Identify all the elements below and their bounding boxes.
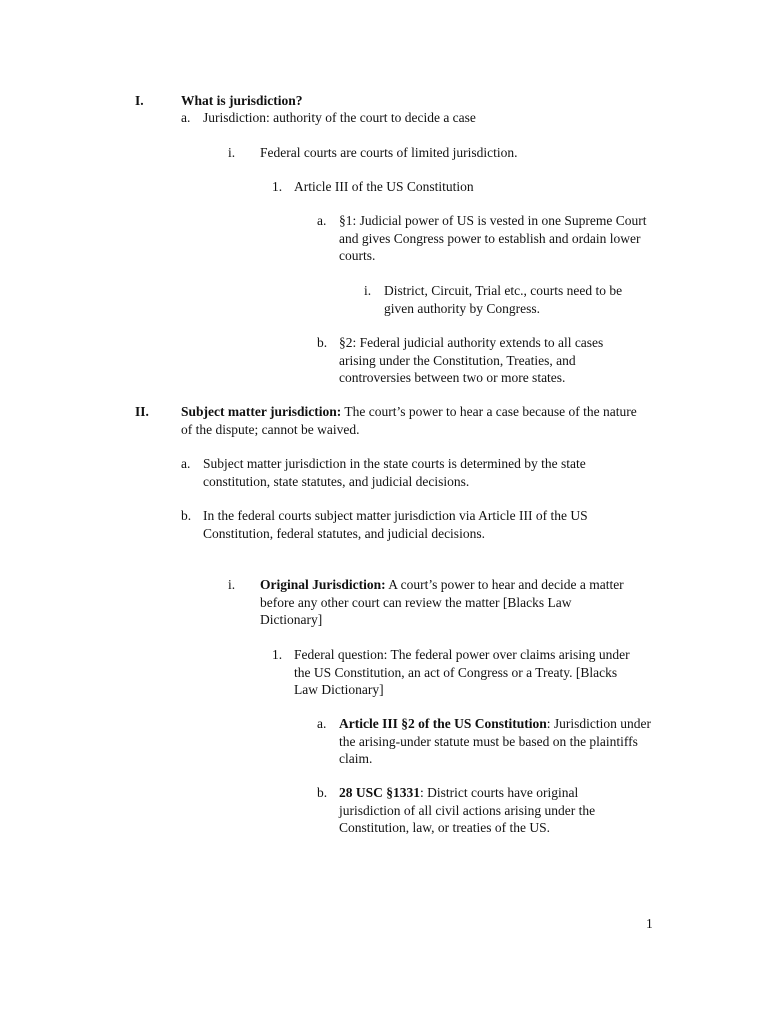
item-title: Original Jurisdiction: — [260, 577, 386, 592]
item-title: 28 USC §1331 — [339, 785, 421, 800]
outline-marker: b. — [317, 335, 328, 350]
outline-marker: b. — [317, 785, 328, 800]
outline-text: Federal courts are courts of limited jurisdiction. — [260, 145, 518, 160]
outline-text: Federal question: The federal power over claims arising under the US Constitution, an act of Congress or a Treaty. [Blacks Law Dictionary] — [294, 647, 630, 697]
outline-paragraph — [339, 715, 651, 768]
outline-paragraph — [339, 784, 629, 837]
section-2-item-b-i — [228, 576, 630, 629]
outline-marker: a. — [317, 213, 327, 228]
section-1-item-a-i-1-a — [317, 212, 651, 265]
outline-text: §2: Federal judicial authority extends to all cases arising under the Constitution, Treaties, and controversies between two or more states. — [339, 335, 604, 385]
outline-text: §1: Judicial power of US is vested in one Supreme Court and gives Congress power to establish and ordain lower courts. — [339, 213, 647, 263]
section-1-item-a-i-1-b — [317, 334, 639, 387]
section-1-item-a-i-1 — [272, 178, 634, 196]
item-title: Article III §2 of the US Constitution — [339, 716, 547, 731]
section-1-heading — [135, 92, 303, 110]
section-text: The court’s power to hear a case because of the nature of the dispute; cannot be waived. — [181, 404, 637, 437]
outline-text: District, Circuit, Trial etc., courts need to be given authority by Congress. — [384, 283, 623, 316]
outline-marker: I. — [135, 93, 144, 108]
section-1-item-a-i-1-a-i — [364, 282, 652, 317]
section-2-item-b-i-1-a — [317, 715, 651, 768]
outline-text: Jurisdiction: authority of the court to decide a case — [203, 110, 476, 125]
section-2-item-a — [181, 455, 631, 490]
outline-marker: a. — [181, 456, 191, 471]
outline-marker: i. — [228, 577, 236, 592]
section-1-item-a-i — [228, 144, 620, 162]
item-text: : District courts have original jurisdiction of all civil actions arising under the Constitution, law, or treaties of the US. — [339, 785, 596, 835]
section-title: What is jurisdiction? — [181, 93, 303, 108]
outline-marker: 1. — [272, 179, 283, 194]
section-1-item-a — [181, 109, 623, 127]
section-paragraph — [181, 403, 651, 438]
outline-marker: i. — [228, 145, 236, 160]
outline-text: Subject matter jurisdiction in the state courts is determined by the state constitution, state statutes, and judicial decisions. — [203, 456, 586, 489]
section-2-item-b-i-1 — [272, 646, 642, 699]
item-text: : Jurisdiction under the arising-under statute must be based on the plaintiffs claim. — [339, 716, 651, 766]
outline-text: Article III of the US Constitution — [294, 179, 474, 194]
outline-marker: 1. — [272, 647, 283, 662]
section-2-item-b-i-1-b — [317, 784, 629, 837]
outline-marker: i. — [364, 283, 372, 298]
outline-marker: a. — [317, 716, 327, 731]
outline-marker: II. — [135, 404, 149, 419]
page-number: 1 — [646, 916, 653, 931]
item-text: A court’s power to hear and decide a matter before any other court can review the matter [Blacks Law Dictionary] — [260, 577, 624, 627]
section-2-item-b — [181, 507, 631, 542]
section-title: Subject matter jurisdiction: — [181, 404, 342, 419]
outline-marker: b. — [181, 508, 192, 523]
section-2-heading — [135, 403, 651, 438]
outline-marker: a. — [181, 110, 191, 125]
outline-text: In the federal courts subject matter jurisdiction via Article III of the US Constitution, federal statutes, and judicial decisions. — [203, 508, 588, 541]
outline-paragraph — [260, 576, 630, 629]
